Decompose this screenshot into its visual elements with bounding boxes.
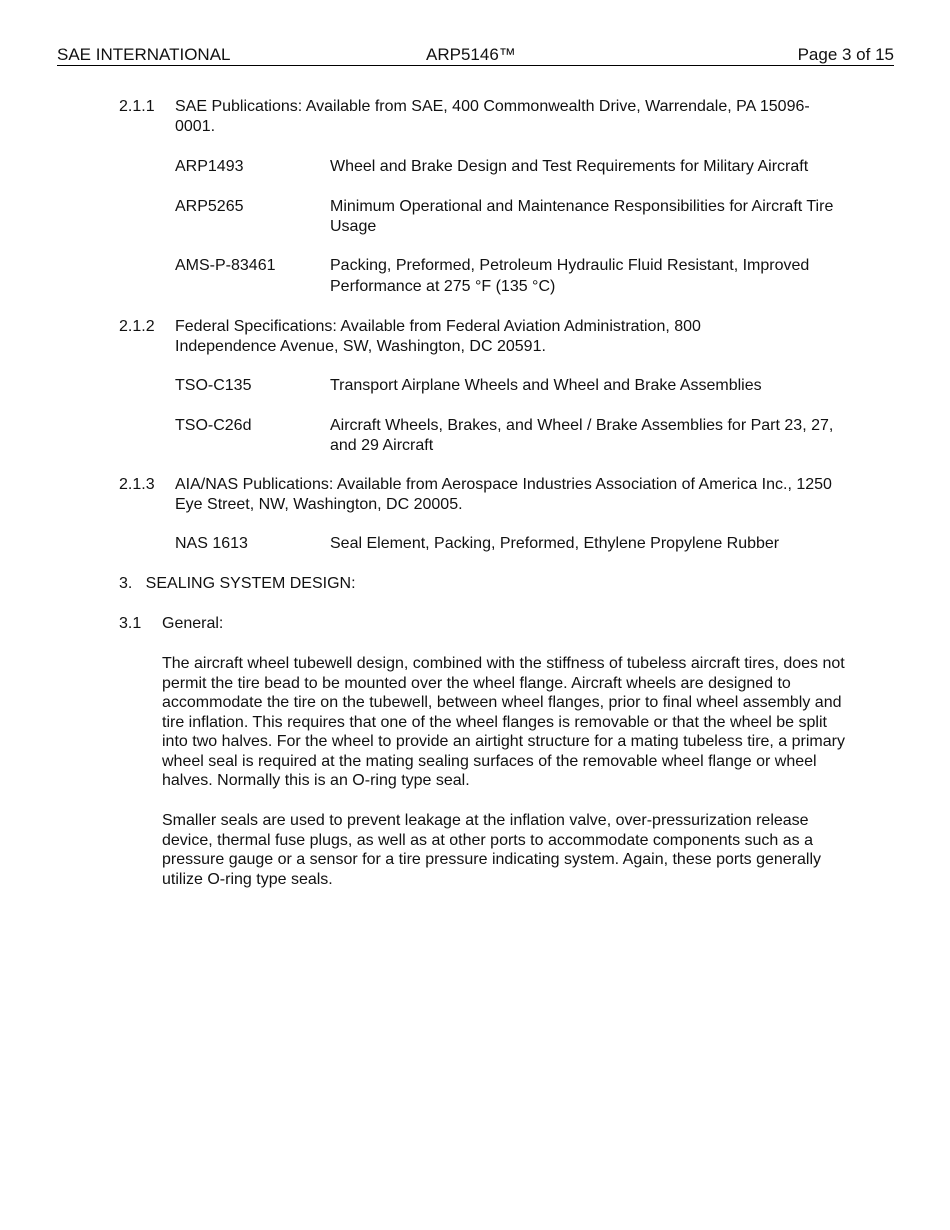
- subsection-title: General:: [162, 615, 224, 632]
- ref-code: TSO-C26d: [175, 417, 252, 434]
- header-page-number: Page 3 of 15: [797, 45, 894, 64]
- ref-title: Aircraft Wheels, Brakes, and Wheel / Brake Assemblies for Part 23, 27, and 29 Aircraft: [330, 417, 834, 454]
- ref-title: Transport Airplane Wheels and Wheel and Brake Assemblies: [330, 377, 762, 394]
- ref-code: NAS 1613: [175, 535, 248, 552]
- page-header: [57, 45, 894, 66]
- section-text: SAE Publications: Available from SAE, 400 Commonwealth Drive, Warrendale, PA 15096-0001.: [175, 98, 810, 135]
- ref-code: ARP5265: [175, 198, 244, 215]
- ref-title: Minimum Operational and Maintenance Responsibilities for Aircraft Tire Usage: [330, 198, 834, 235]
- section-text: AIA/NAS Publications: Available from Aerospace Industries Association of America Inc., 1250 Eye Street, NW, Washington, DC 20005.: [175, 476, 832, 513]
- subsection-number: 3.1: [119, 615, 142, 632]
- header-doc-number: ARP5146™: [426, 45, 516, 64]
- section-heading: 3. SEALING SYSTEM DESIGN:: [119, 575, 356, 592]
- ref-code: TSO-C135: [175, 377, 252, 394]
- ref-code: ARP1493: [175, 158, 244, 175]
- section-number: 2.1.2: [119, 318, 155, 335]
- ref-title: Seal Element, Packing, Preformed, Ethylene Propylene Rubber: [330, 535, 780, 552]
- body-paragraph: The aircraft wheel tubewell design, combined with the stiffness of tubeless aircraft tires, does not permit the tire bead to be mounted over the wheel flange. Aircraft wheels are designed to accommodate the tire on the tubewell, between wheel flanges, prior to final wheel assembly and tire inflation. This requires that one of the wheel flanges is removable or that the wheel be split into two halves. For the wheel to provide an airtight structure for a mating tubeless tire, a primary wheel seal is required at the mating sealing surfaces of the removable wheel flange or wheel halves. Normally this is an O-ring type seal.: [162, 655, 845, 789]
- ref-title: Packing, Preformed, Petroleum Hydraulic Fluid Resistant, Improved Performance at 275 °F (135 °C): [330, 257, 810, 295]
- header-org: SAE INTERNATIONAL: [57, 45, 231, 64]
- section-number: 2.1.3: [119, 476, 155, 493]
- section-number: 2.1.1: [119, 98, 155, 115]
- ref-code: AMS-P-83461: [175, 257, 276, 274]
- ref-title: Wheel and Brake Design and Test Requirements for Military Aircraft: [330, 158, 809, 175]
- section-text: Federal Specifications: Available from Federal Aviation Administration, 800 Independence Avenue, SW, Washington, DC 20591.: [175, 318, 701, 355]
- body-paragraph: Smaller seals are used to prevent leakage at the inflation valve, over-pressurization release device, thermal fuse plugs, as well as at other ports to accommodate components such as a pressure gauge or a sensor for a tire pressure indicating system. Again, these ports generally utilize O-ring type seals.: [162, 812, 822, 888]
